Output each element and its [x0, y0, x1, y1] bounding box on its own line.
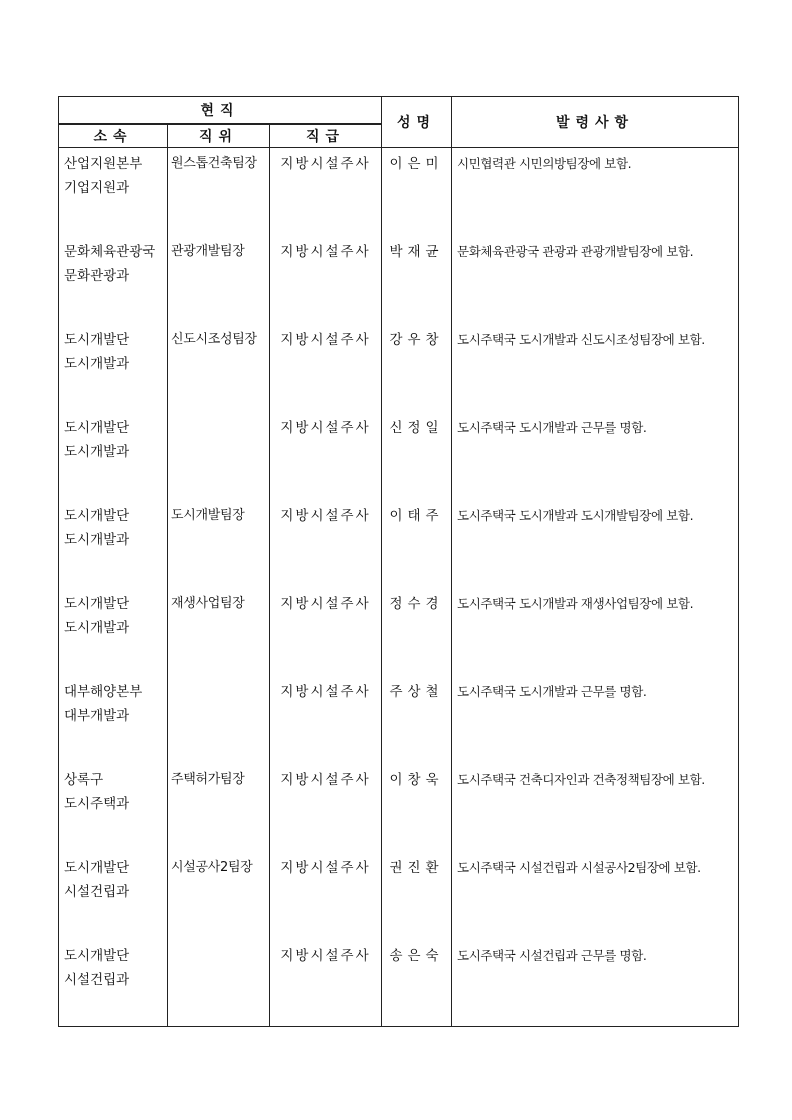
- grade-cell: [270, 764, 382, 852]
- grade-cell: [270, 852, 382, 940]
- affiliation-line-2: 시설건립과: [64, 883, 130, 900]
- header-name: 성명: [382, 97, 452, 148]
- position-text: 원스톱건축팀장: [171, 156, 257, 171]
- position-cell: [168, 324, 270, 412]
- affiliation-cell: [59, 324, 168, 412]
- grade-text: 지방시설주사: [280, 507, 371, 524]
- affiliation-cell: [59, 588, 168, 676]
- position-text: 시설공사2팀장: [171, 859, 253, 875]
- table-row: [59, 676, 739, 764]
- order-text: 문화체육관광국 관광과 관광개발팀장에 보함.: [457, 243, 694, 259]
- order-cell: [452, 236, 739, 324]
- order-cell: [452, 148, 739, 236]
- person-name: 신정일: [389, 419, 444, 436]
- affiliation-line-2: 도시개발과: [64, 443, 130, 460]
- order-cell: [452, 324, 739, 412]
- name-cell: [382, 852, 452, 940]
- grade-cell: [270, 676, 382, 764]
- grade-cell: [270, 500, 382, 588]
- affiliation-line-2: 도시개발과: [64, 355, 130, 372]
- grade-text: 지방시설주사: [280, 243, 371, 260]
- affiliation-line-1: 도시개발단: [64, 419, 130, 436]
- name-cell: [382, 500, 452, 588]
- affiliation-line-2: 도시주택과: [64, 795, 130, 812]
- name-cell: [382, 940, 452, 1027]
- grade-text: 지방시설주사: [280, 419, 371, 436]
- position-text: 주택허가팀장: [171, 771, 245, 787]
- grade-cell: [270, 412, 382, 500]
- order-text: 도시주택국 도시개발과 도시개발팀장에 보함.: [457, 507, 694, 523]
- grade-text: 지방시설주사: [280, 331, 371, 348]
- affiliation-cell: [59, 676, 168, 764]
- person-name: 주상철: [389, 683, 444, 700]
- affiliation-cell: [59, 764, 168, 852]
- header-order: 발령사항: [452, 97, 739, 148]
- person-name: 이창욱: [389, 771, 444, 788]
- affiliation-cell: [59, 148, 168, 236]
- grade-cell: [270, 236, 382, 324]
- position-text: [168, 676, 269, 680]
- affiliation-cell: [59, 236, 168, 324]
- affiliation-line-1: 문화체육관광국: [64, 243, 156, 260]
- grade-text: 지방시설주사: [280, 859, 371, 876]
- position-text: [168, 940, 269, 944]
- order-cell: [452, 588, 739, 676]
- position-cell: [168, 236, 270, 324]
- affiliation-line-2: 기업지원과: [64, 180, 130, 196]
- order-text: 도시주택국 도시개발과 신도시조성팀장에 보함.: [457, 331, 705, 347]
- header-current: 현직: [59, 97, 382, 124]
- name-cell: [382, 148, 452, 236]
- header-grade: 직급: [270, 124, 382, 148]
- order-text: 도시주택국 도시개발과 근무를 명함.: [457, 683, 647, 699]
- table-row: [59, 588, 739, 676]
- order-cell: [452, 500, 739, 588]
- position-cell: [168, 148, 270, 236]
- name-cell: [382, 236, 452, 324]
- affiliation-line-1: 상록구: [64, 771, 104, 788]
- table-row: [59, 236, 739, 324]
- affiliation-line-2: 대부개발과: [64, 707, 130, 724]
- grade-text: 지방시설주사: [280, 156, 371, 172]
- name-cell: [382, 676, 452, 764]
- person-name: 송은숙: [389, 947, 444, 964]
- affiliation-line-2: 도시개발과: [64, 531, 130, 548]
- grade-cell: [270, 588, 382, 676]
- personnel-table: [58, 96, 739, 1027]
- position-text: 도시개발팀장: [171, 507, 245, 523]
- person-name: 정수경: [389, 595, 444, 612]
- person-name: 박재균: [389, 243, 444, 260]
- position-cell: [168, 764, 270, 852]
- order-cell: [452, 412, 739, 500]
- order-text: 도시주택국 시설건립과 근무를 명함.: [457, 947, 647, 963]
- affiliation-line-2: 도시개발과: [64, 619, 130, 636]
- affiliation-cell: [59, 412, 168, 500]
- position-cell: [168, 676, 270, 764]
- affiliation-cell: [59, 500, 168, 588]
- table-body: [59, 148, 739, 1027]
- name-cell: [382, 324, 452, 412]
- person-name: 이은미: [389, 156, 444, 172]
- person-name: 권진환: [389, 859, 444, 876]
- order-text: 도시주택국 도시개발과 근무를 명함.: [457, 419, 647, 435]
- table-row: [59, 500, 739, 588]
- person-name: 이태주: [389, 507, 444, 524]
- table-row: [59, 324, 739, 412]
- affiliation-line-1: 산업지원본부: [64, 156, 143, 172]
- grade-cell: [270, 148, 382, 236]
- order-cell: [452, 852, 739, 940]
- affiliation-line-1: 도시개발단: [64, 859, 130, 876]
- table-row: [59, 412, 739, 500]
- table-row: [59, 852, 739, 940]
- order-cell: [452, 940, 739, 1027]
- name-cell: [382, 764, 452, 852]
- grade-cell: [270, 324, 382, 412]
- grade-cell: [270, 940, 382, 1027]
- grade-text: 지방시설주사: [280, 771, 371, 788]
- affiliation-cell: [59, 852, 168, 940]
- position-cell: [168, 412, 270, 500]
- order-text: 시민협력관 시민의방팀장에 보함.: [457, 156, 632, 171]
- affiliation-line-1: 도시개발단: [64, 507, 130, 524]
- order-cell: [452, 764, 739, 852]
- header-affiliation: 소속: [59, 124, 168, 148]
- position-cell: [168, 588, 270, 676]
- order-cell: [452, 676, 739, 764]
- position-text: 재생사업팀장: [171, 595, 245, 611]
- table-row: [59, 764, 739, 852]
- person-name: 강우창: [389, 331, 444, 348]
- position-text: 관광개발팀장: [171, 243, 245, 259]
- position-cell: [168, 500, 270, 588]
- position-cell: [168, 940, 270, 1027]
- table-row: [59, 940, 739, 1027]
- affiliation-line-1: 도시개발단: [64, 331, 130, 348]
- position-text: 신도시조성팀장: [171, 331, 257, 347]
- affiliation-cell: [59, 940, 168, 1027]
- affiliation-line-1: 대부해양본부: [64, 683, 143, 700]
- affiliation-line-2: 문화관광과: [64, 267, 130, 284]
- affiliation-line-1: 도시개발단: [64, 595, 130, 612]
- position-cell: [168, 852, 270, 940]
- header-position: 직위: [168, 124, 270, 148]
- grade-text: 지방시설주사: [280, 683, 371, 700]
- affiliation-line-1: 도시개발단: [64, 947, 130, 964]
- name-cell: [382, 588, 452, 676]
- order-text: 도시주택국 건축디자인과 건축정책팀장에 보함.: [457, 771, 705, 787]
- name-cell: [382, 412, 452, 500]
- table-row: [59, 148, 739, 236]
- affiliation-line-2: 시설건립과: [64, 971, 130, 988]
- order-text: 도시주택국 시설건립과 시설공사2팀장에 보함.: [457, 859, 701, 875]
- order-text: 도시주택국 도시개발과 재생사업팀장에 보함.: [457, 595, 694, 611]
- position-text: [168, 412, 269, 416]
- grade-text: 지방시설주사: [280, 595, 371, 612]
- grade-text: 지방시설주사: [280, 947, 371, 964]
